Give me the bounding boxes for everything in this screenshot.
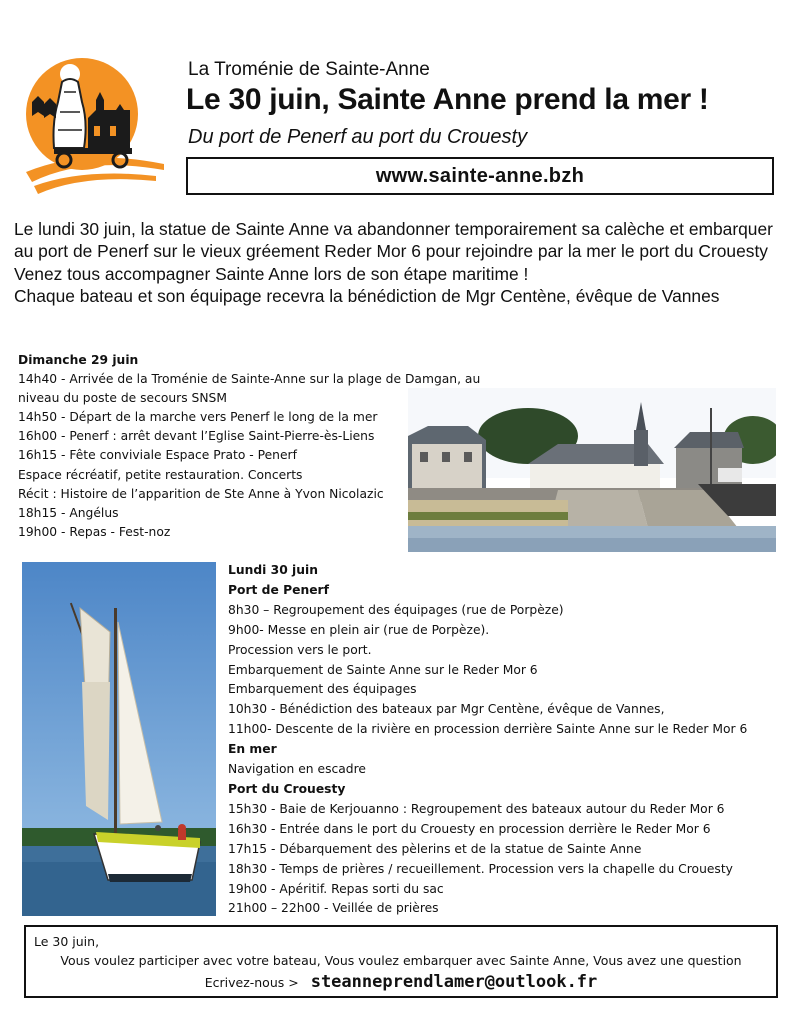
schedule-line: 9h00- Messe en plein air (rue de Porpèze).	[228, 622, 490, 637]
schedule-line: Embarquement des équipages	[228, 682, 417, 697]
intro-p2: Venez tous accompagner Sainte Anne lors de son étape maritime !	[14, 263, 529, 284]
sailboat-reder-mor-photo	[22, 562, 216, 916]
intro-paragraphs	[14, 218, 784, 308]
schedule-line: Navigation en escadre	[228, 762, 366, 777]
website-link[interactable]: www.sainte-anne.bzh	[375, 164, 585, 187]
website-box[interactable]	[186, 157, 774, 195]
schedule-line: 8h30 – Regroupement des équipages (rue de Porpèze)	[228, 602, 564, 617]
schedule-line: 21h00 – 22h00 - Veillée de prières	[228, 901, 439, 916]
schedule-line: 18h15 - Angélus	[18, 505, 119, 520]
schedule-line: Récit : Histoire de l’apparition de Ste Anne à Yvon Nicolazic	[18, 486, 384, 501]
page-title: Le 30 juin, Sainte Anne prend la mer !	[186, 83, 709, 116]
contact-box	[24, 925, 778, 998]
schedule-line: 18h30 - Temps de prières / recueillement. Procession vers la chapelle du Crouesty	[228, 861, 733, 876]
kicker-text: La Troménie de Sainte-Anne	[188, 59, 430, 80]
email-link[interactable]: steanneprendlamer@outlook.fr	[310, 972, 598, 992]
sainte-anne-logo	[24, 52, 166, 200]
schedule-line: 15h30 - Baie de Kerjouanno : Regroupement des bateaux autour du Reder Mor 6	[228, 801, 725, 816]
schedule-line: 16h00 - Penerf : arrêt devant l’Eglise Saint-Pierre-ès-Liens	[18, 429, 375, 444]
schedule-line: Procession vers le port.	[228, 642, 372, 657]
penerf-church-harbor-photo	[408, 388, 776, 552]
intro-p1: Le lundi 30 juin, la statue de Sainte Anne va abandonner temporairement sa calèche et embarquer au port de Penerf sur le vieux gréement Reder Mor 6 pour rejoindre par la mer le port du Crouesty	[14, 219, 773, 262]
write-us-label: Ecrivez-nous >	[204, 975, 299, 990]
schedule-line: 16h30 - Entrée dans le port du Crouesty en procession derrière le Reder Mor 6	[228, 821, 711, 836]
schedule-line: 11h00- Descente de la rivière en procession derrière Sainte Anne sur le Reder Mor 6	[228, 722, 748, 737]
monday-heading: Lundi 30 juin	[228, 563, 318, 577]
schedule-line: 17h15 - Débarquement des pèlerins et de la statue de Sainte Anne	[228, 841, 642, 856]
mer-heading: En mer	[228, 742, 277, 757]
footer-contact-line	[26, 972, 776, 992]
schedule-line: 16h15 - Fête conviviale Espace Prato - Penerf	[18, 448, 297, 463]
schedule-line: 14h50 - Départ de la marche vers Penerf le long de la mer	[18, 410, 378, 425]
schedule-line: 10h30 - Bénédiction des bateaux par Mgr Centène, évêque de Vannes,	[228, 702, 665, 717]
crouesty-heading: Port du Crouesty	[228, 781, 346, 796]
schedule-line: 19h00 - Apéritif. Repas sorti du sac	[228, 881, 444, 896]
footer-questions: Vous voulez participer avec votre bateau, Vous voulez embarquer avec Sainte Anne, Vous avez une question	[60, 953, 742, 968]
schedule-line: Embarquement de Sainte Anne sur le Reder Mor 6	[228, 662, 538, 677]
intro-p3: Chaque bateau et son équipage recevra la bénédiction de Mgr Centène, évêque de Vannes	[14, 286, 720, 307]
schedule-line: niveau du poste de secours SNSM	[18, 391, 227, 406]
penerf-heading: Port de Penerf	[228, 582, 329, 597]
monday-schedule	[228, 561, 788, 919]
schedule-line: 14h40 - Arrivée de la Troménie de Sainte-Anne sur la plage de Damgan, au	[18, 372, 481, 387]
page-subtitle: Du port de Penerf au port du Crouesty	[188, 126, 528, 148]
schedule-line: 19h00 - Repas - Fest-noz	[18, 524, 171, 539]
footer-date: Le 30 juin,	[34, 934, 100, 949]
schedule-line: Espace récréatif, petite restauration. Concerts	[18, 467, 303, 482]
sunday-heading: Dimanche 29 juin	[18, 353, 139, 367]
